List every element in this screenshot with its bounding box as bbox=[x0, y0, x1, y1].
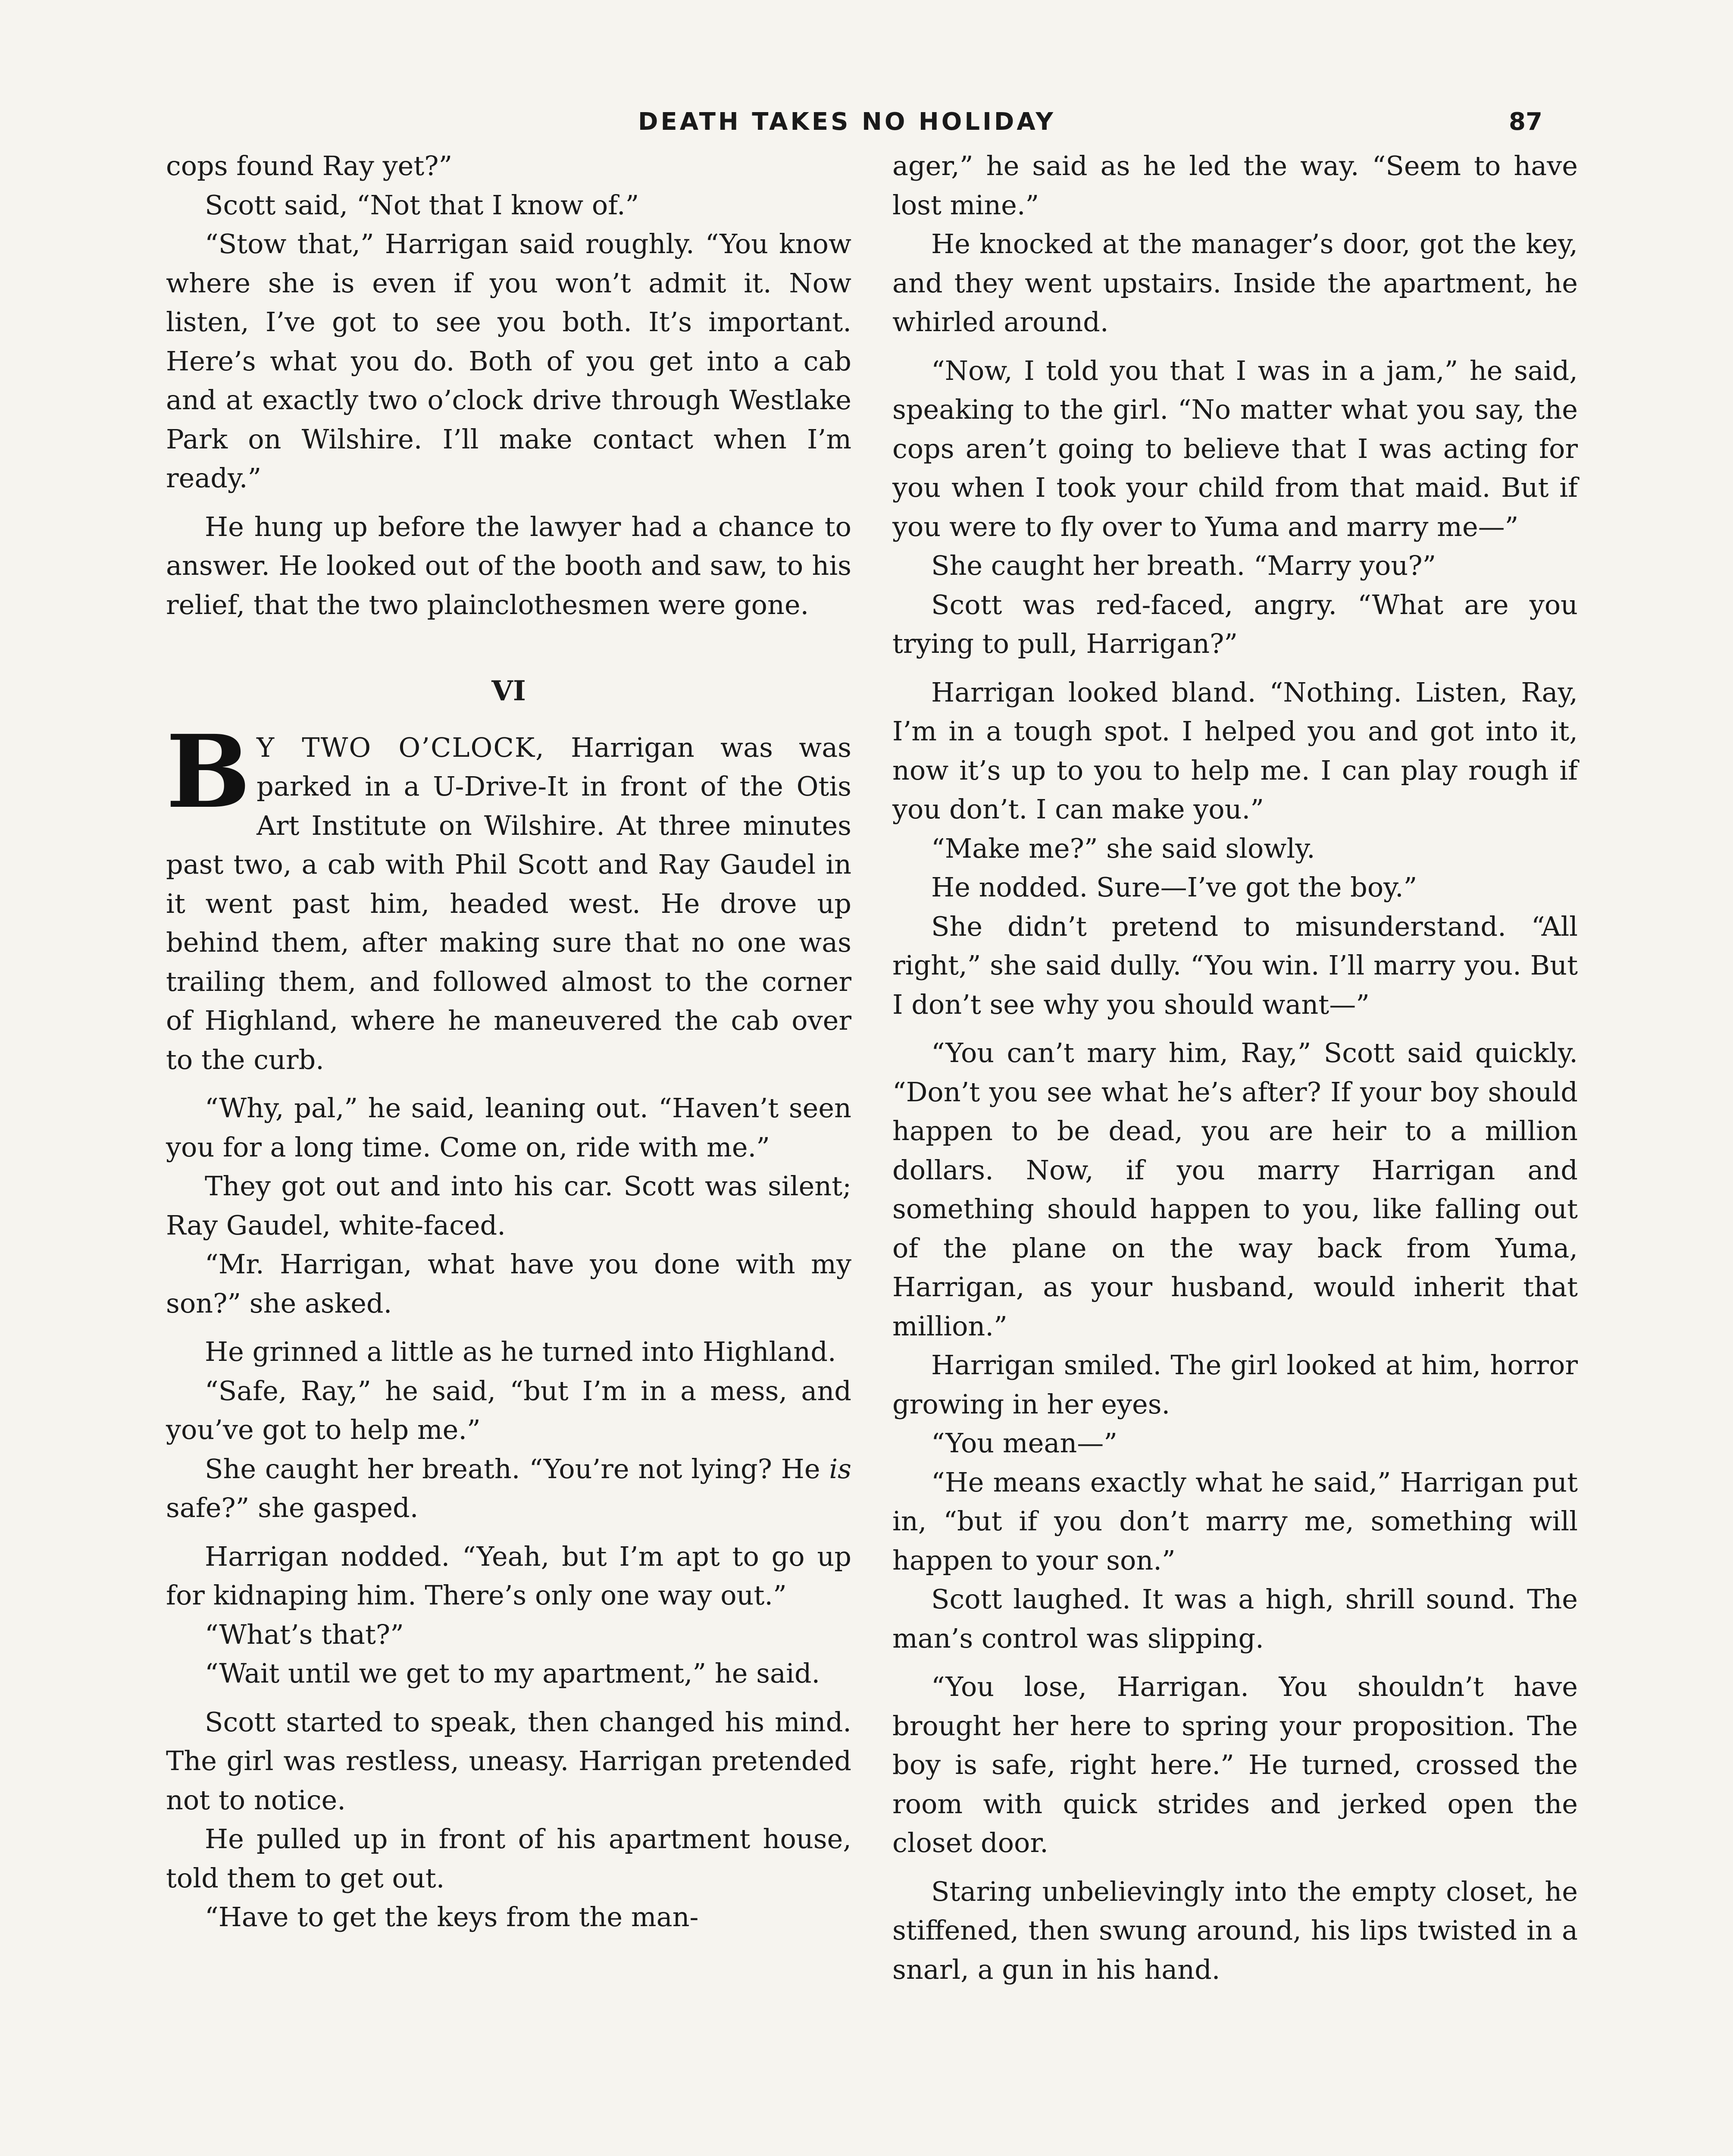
page-number: 87 bbox=[1509, 108, 1542, 136]
running-head-title: DEATH TAKES NO HOLIDAY bbox=[638, 108, 1056, 136]
paragraph: “You mean—” bbox=[931, 1427, 1118, 1459]
paragraph: “He means exactly what he said,” Harrigan put in, “but if you don’t marry me, something will happen to your son.” bbox=[892, 1466, 1578, 1576]
paragraph: Staring unbelievingly into the empty closet, he stiffened, then swung around, his lips twisted in a snarl, a gun in his hand. bbox=[892, 1875, 1578, 1985]
paragraph: She didn’t pretend to misunderstand. “All right,” she said dully. “You win. I’ll marry you. But I don’t see why you should want—” bbox=[892, 910, 1578, 1020]
paragraph: “Mr. Harrigan, what have you done with my son?” she asked. bbox=[166, 1248, 851, 1319]
paragraph: He grinned a little as he turned into Highland. bbox=[205, 1336, 836, 1367]
paragraph: “Wait until we get to my apartment,” he said. bbox=[205, 1658, 820, 1689]
paragraph: Harrigan smiled. The girl looked at him, horror growing in her eyes. bbox=[892, 1349, 1578, 1420]
paragraph: ager,” he said as he led the way. “Seem to have lost mine.” bbox=[892, 150, 1578, 221]
paragraph: “What’s that?” bbox=[205, 1618, 404, 1650]
paragraph: Scott was red-faced, angry. “What are you trying to pull, Harrigan?” bbox=[892, 589, 1578, 659]
drop-cap: B bbox=[166, 712, 251, 830]
paragraph: Scott said, “Not that I know of.” bbox=[205, 189, 639, 221]
paragraph: “Make me?” she said slowly. bbox=[931, 832, 1315, 864]
paragraph: “Why, pal,” he said, leaning out. “Haven’t seen you for a long time. Come on, ride with me.” bbox=[166, 1092, 851, 1163]
paragraph: Harrigan looked bland. “Nothing. Listen, Ray, I’m in a tough spot. I helped you and got into it, now it’s up to you to help me. I can play rough if you don’t. I can make you.” bbox=[892, 676, 1578, 825]
right-column bbox=[892, 147, 1578, 1989]
paragraph bbox=[166, 1450, 851, 1528]
paragraph: He nodded. Sure—I’ve got the boy.” bbox=[931, 871, 1417, 903]
paragraph: He pulled up in front of his apartment house, told them to get out. bbox=[166, 1823, 851, 1894]
paragraph: “You can’t mary him, Ray,” Scott said quickly. “Don’t you see what he’s after? If your boy should happen to be dead, you are heir to a million dollars. Now, if you marry Harrigan and something should happen to you, like falling out of the plane on the way back from Yuma, Harrigan, as your husband, would inherit that million.” bbox=[892, 1037, 1578, 1342]
paragraph: “Stow that,” Harrigan said roughly. “You know where she is even if you won’t admit it. Now listen, I’ve got to see you both. It’s important. Here’s what you do. Both of you get into a cab and at exactly two o’clock drive through Westlake Park on Wilshire. I’ll make contact when I’m ready.” bbox=[166, 228, 851, 494]
paragraph: cops found Ray yet?” bbox=[166, 150, 453, 182]
paragraph: He hung up before the lawyer had a chance to answer. He looked out of the booth and saw, to his relief, that the two plainclothesmen were gone. bbox=[166, 511, 851, 620]
paragraph: “Now, I told you that I was in a jam,” he said, speaking to the girl. “No matter what you say, the cops aren’t going to believe that I was acting for you when I took your child from that maid. But if you were to fly over to Yuma and marry me—” bbox=[892, 354, 1578, 542]
opening-words: Y TWO O’CLOCK, bbox=[257, 731, 545, 763]
text-run: safe?” she gasped. bbox=[166, 1492, 419, 1523]
paragraph: “You lose, Harrigan. You shouldn’t have brought her here to spring your proposition. The boy is safe, right here.” He turned, crossed the room with quick strides and jerked open the closet door. bbox=[892, 1671, 1578, 1858]
paragraph: Harrigan nodded. “Yeah, but I’m apt to go up for kidnaping him. There’s only one way out.” bbox=[166, 1540, 851, 1611]
left-column bbox=[166, 147, 851, 1937]
chapter-opening-paragraph bbox=[166, 712, 851, 1080]
section-heading: VI bbox=[491, 675, 526, 707]
emphasis: is bbox=[829, 1453, 851, 1485]
paragraph: “Have to get the keys from the man- bbox=[205, 1901, 699, 1933]
paragraph: “Safe, Ray,” he said, “but I’m in a mess, and you’ve got to help me.” bbox=[166, 1375, 851, 1445]
paragraph: They got out and into his car. Scott was silent; Ray Gaudel, white-faced. bbox=[166, 1170, 851, 1241]
paragraph: Scott laughed. It was a high, shrill sound. The man’s control was slipping. bbox=[892, 1583, 1578, 1654]
paragraph: He knocked at the manager’s door, got the key, and they went upstairs. Inside the apartment, he whirled around. bbox=[892, 228, 1578, 338]
paragraph: Scott started to speak, then changed his mind. The girl was restless, uneasy. Harrigan pretended not to notice. bbox=[166, 1706, 851, 1816]
opening-text: Harrigan was was parked in a U-Drive-It in front of the Otis Art Institute on Wilshire. At three minutes past two, a cab with Phil Scott and Ray Gaudel in it went past him, headed west. He drove up behind them, after making sure that no one was trailing them, and followed almost to the corner of Highland, where he maneuvered the cab over to the curb. bbox=[166, 731, 851, 1075]
paragraph: She caught her breath. “Marry you?” bbox=[931, 550, 1436, 581]
text-run: She caught her breath. “You’re not lying? He bbox=[205, 1453, 829, 1485]
